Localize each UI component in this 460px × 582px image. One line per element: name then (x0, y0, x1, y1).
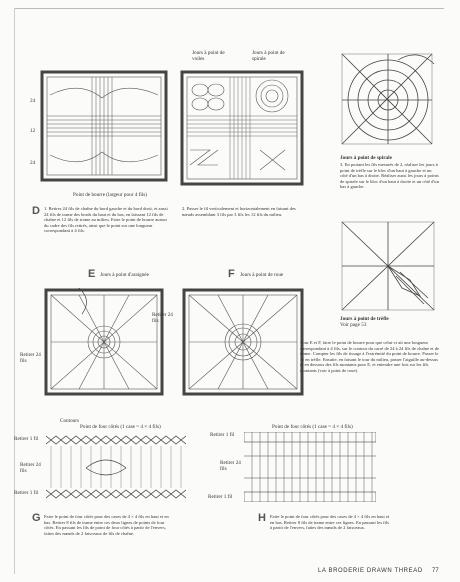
letter-h: H (258, 512, 266, 524)
letter-e: E (88, 268, 96, 280)
figure-araignee (44, 288, 164, 396)
trefle-title: Jours à point de trèfle (340, 316, 389, 322)
figure-g-four-sides (46, 432, 186, 502)
figure-trefle-detail (340, 220, 436, 312)
h-retirer-1-bottom: Retirer 1 fil (208, 494, 233, 500)
paragraph-e-f: Pour E et F, faire le point de bourre pour que celui-ci ait une longueur correspondant à 4 fils, sur le contour du carré de 24 à 24 fils de chaîne et de trame. Compter les fils de tissage à l'extrémité du point de bourre. Passer le fil en trèfle. Ensuite, en faisant le tour du milieu, passer l'aiguille au-dessus et en dessous des fils montants pour E, et entendre une fois sur les fils montants (voir à point de roue). (300, 340, 440, 373)
dim-12: 12 (30, 128, 36, 134)
page-number: 77 (432, 568, 439, 574)
letter-g: G (32, 512, 41, 524)
paragraph-d-step2: 2. Passer le fil verticalement et horizontalement en faisant des nœuds assemblant 3 fils par 3 fils les 12 fils du milieu. (182, 206, 296, 217)
top-rule (14, 8, 444, 9)
letter-d: D (32, 205, 40, 217)
dim-24-top: 24 (30, 98, 36, 104)
letter-f: F (228, 268, 235, 280)
trefle-sub: Voir page 53 (340, 322, 367, 328)
caption-point-de-bourre: Point de bourre (largeur pour 4 fils) (73, 192, 147, 198)
h-retirer-24: Retirer 24 fils (220, 460, 241, 472)
g-retirer-24: Retirer 24 fils (20, 462, 41, 474)
h-retirer-1-top: Retirer 1 fil (210, 432, 235, 438)
g-caption-contours: Contours (60, 418, 80, 424)
g-retirer-1-bottom: Retirer 1 fil (14, 490, 39, 496)
dim-24-bottom: 24 (30, 160, 36, 166)
f-caption: Jours à point de roue (240, 272, 284, 278)
paragraph-g: Faire le point de four côtés pour des cases de 4 × 4 fils en haut et en bas. Retirer 8 fils de trame entre ces deux lignes de points de four côtés. En passant les fils de point de four côtés à partir de l'envers, faites des nœuds de 2 faisceaux de fils de chaîne. (44, 514, 169, 536)
footer-title: LA BRODERIE DRAWN THREAD (318, 568, 423, 574)
spirale-title: Jours à point de spirale (340, 155, 392, 161)
spirale-body: 3. En portant les fils mesurés de 2, réaliser les jours à point de trèfle sur le bloc d'un haut à gauche et un côté d'un bas à droite. Réaliser aussi les jours à points de spirale sur le bloc d'un haut à droite et un côté d'un bas à gauche. (340, 162, 439, 190)
f-retirer-24: Retirer 24 fils (152, 312, 173, 324)
figure-roue (182, 288, 304, 396)
e-retirer-24: Retirer 24 fils (20, 352, 41, 364)
e-caption: Jours à point d'araignée (100, 272, 149, 278)
figure-voiles-spirale (180, 70, 305, 188)
h-caption-four-sides: Point de four côtés (1 case = 4 × 4 fils) (272, 424, 353, 430)
g-retirer-1-top: Retirer 1 fil (14, 436, 39, 442)
g-caption-four-sides: Point de four côtés (1 case = 4 × 4 fils) (80, 424, 161, 430)
label-jours-voiles: Jours à point de voiles (192, 50, 225, 62)
paragraph-d-step1: 1. Retirer 24 fils de chaîne du bord gauche et du bord droit, et aussi 24 fils de trame des bords du haut et du bas, en laissant 12 fils de chaîne et 12 fils de trame au milieu. Faire le point de bourre autour du cadre des fils retirés, ainsi que le point sur une longueur correspondant à 4 fils. (44, 206, 168, 234)
paragraph-h: Faire le point de four côtés pour des cases de 4 × 4 fils en haut et en bas. Retirer 8 fils de trame entre ces lignes. En passant les fils à partir de l'envers, faites des nœuds de 2 faisceaux. (270, 514, 390, 531)
figure-spirale-detail (338, 50, 436, 148)
label-jours-spirale: Jours à point de spirale (252, 50, 285, 62)
figure-h-four-sides (244, 432, 376, 502)
figure-point-de-bourre (40, 70, 170, 185)
